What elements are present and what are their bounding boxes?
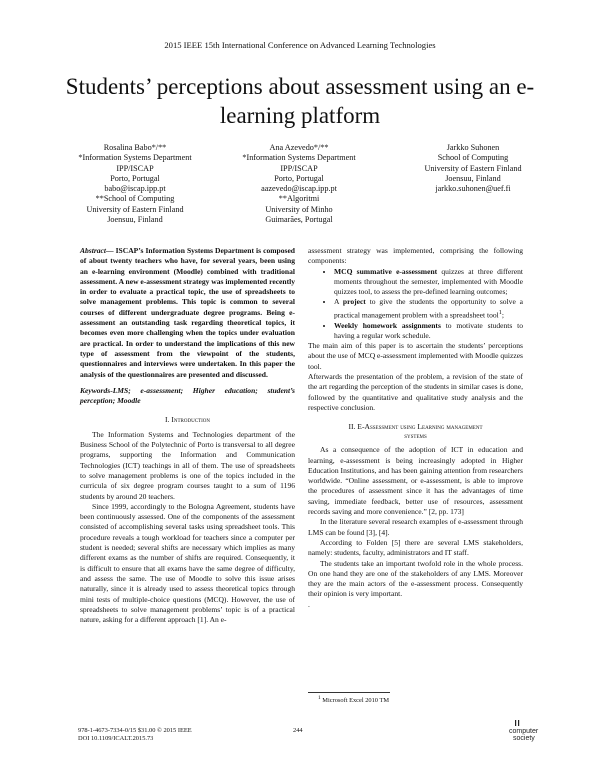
author-name: Jarkko Suhonen [446,143,500,152]
author-location: Porto, Portugal [274,173,324,183]
author-email: babo@iscap.ipp.pt [104,184,166,194]
author-affiliation: IPP/ISCAP [280,163,318,173]
author-affiliation: *Information Systems Department [78,153,192,163]
author-name: Rosalina Babo*/** [103,143,167,152]
list-item-bold: project [342,297,366,307]
section-heading: II. E-Assessment using Learning management systems [348,422,483,441]
author-email: aazevedo@iscap.ipp.pt [261,184,337,194]
svg-text:society: society [513,735,535,742]
left-column [80,246,295,625]
footnote-rule [308,692,390,693]
author-location: Guimarães, Portugal [265,215,333,225]
page-number: 244 [293,727,303,734]
paragraph: In the literature several research examples of e-assessment through LMS can be found [3], [4]. [308,517,523,537]
paragraph: Since 1999, accordingly to the Bologna Agreement, students have been continuously assessed. One of the components of the assessment consisted of accomplishing several tasks using spreadsheet tools. This procedure reveals a tough workload for teachers since a computer per student is needed; several shifts are necessary which implies as many different exams as the number of shifts are required. Consequently, it is difficult to ensure that all exams have the same degree of difficulty, and assess the same. The use of Moodle to solve this issue arises naturally, since it is already used to assess theoretical topics through mini tests of multiple-choice questions (MCQ). However, the use of spreadsheets to solve management problems’ topic is of a practical nature, asking for a different approach [1]. An e- [80,501,295,625]
author-affiliation: University of Eastern Finland [424,163,522,173]
svg-text:computer: computer [509,728,539,735]
abstract [80,246,295,380]
author-location: Porto, Portugal [110,173,160,183]
author-affiliation: School of Computing [437,153,509,163]
paragraph: . [308,599,310,609]
author-block [214,143,384,225]
right-column [308,246,523,610]
list-item-bold: MCQ summative e-assessment [334,266,438,276]
list-item-bold: Weekly homework assignments [334,320,441,330]
author-affiliation: **School of Computing [95,194,175,204]
paragraph: The students take an important twofold role in the whole process. On one hand they are one of the stakeholders of any LMS. Moreover they are the main actors of the e-assessment process. Consequently their opinion is very important. [308,558,523,599]
paragraph: According to Folden [5] there are several LMS stakeholders, namely: students, faculty, administrators and IT staff. [308,537,523,558]
keywords: Keywords-LMS; e-assessment; Higher education; student’s perception; Moodle [80,385,295,406]
author-affiliation: IPP/ISCAP [116,163,154,173]
author-block [388,143,558,194]
list-item: • A project to give the students the opportunity to solve a practical management problem with a spreadsheet tool$^1$; [334,297,523,320]
author-affiliation: *Information Systems Department [242,153,356,163]
footer-isbn [78,727,192,743]
abstract-label: Abstract [80,246,106,255]
footer-doi-line: DOI 10.1109/ICALT.2015.73 [78,735,154,742]
footer-isbn-line: 978-1-4673-7334-0/15 $31.00 © 2015 IEEE [78,727,192,734]
computer-society-logo [495,719,539,743]
paragraph: Afterwards the presentation of the problem, a revision of the state of the art regarding the perception of the students in similar cases is done, followed by the quantitative and qualitative study analysis and the respective conclusion. [308,372,523,412]
author-name: Ana Azevedo*/** [269,143,329,152]
author-location: Joensuu, Finland [445,173,501,183]
paragraph: The main aim of this paper is to ascertain the students’ perceptions about the use of MCQ e-assessment implemented with Moodle quizzes tool. [308,341,523,371]
conference-header: 2015 IEEE 15th International Conference on Advanced Learning Technologies [164,40,436,50]
component-list [308,267,523,342]
paragraph: assessment strategy was implemented, comprising the following components: [308,246,523,266]
author-affiliation: University of Eastern Finland [86,204,184,214]
author-location: Joensuu, Finland [107,215,163,225]
paragraph: The Information Systems and Technologies department of the Business School of the Polytechnic of Porto is transversal to all degree programs, supporting the Information and Communication Technologies (ICT) teachings in all of them. The use of spreadsheets to solve management problems is one of the topics included in the curricula of six degree program courses taught to a sum of 1196 students by around 20 teachers. [80,429,295,501]
author-affiliation: **Algoritmi [278,194,320,204]
paper-title: Students’ perceptions about assessment using an e-learning platform [65,74,535,128]
author-email: jarkko.suhonen@uef.fi [435,184,511,194]
footnote: $^1$ Microsoft Excel 2010 TM [318,695,390,705]
section-heading: I. Introduction [165,415,210,425]
footnote-ref: 1 [498,308,502,316]
paragraph: As a consequence of the adoption of ICT in education and learning, e-assessment is being increasingly adopted in Higher Education Institutions, and has been gaining attention from researchers worldwide. “Online assessment, or e-assessment, is able to improve the procedures of assessment since it has the advantages of time saving, immediate feedback, better use of resources, assessment records saving and more convenience.” [2, pp. 173] [308,445,523,517]
list-item: • MCQ summative e-assessment quizzes at three different moments throughout the semester, implemented with Moodle quizzes tool, to assess the pre-defined learning outcomes; [334,267,523,298]
list-item: • Weekly homework assignments to motivate students to having a regular work schedule. [334,321,523,342]
author-block [50,143,220,225]
abstract-text: — ISCAP’s Information Systems Department is composed of about twenty teachers who have, for several years, been using an e-learning environment (Moodle) combined with traditional assessment. A new e-assessment strategy was implemented recently in order to evaluate a practical topic, the use of spreadsheets to solve management problems. This topic is common to several courses of different undergraduate degree programs. Being e-assessment an outstanding task regarding theoretical topics, it becomes even more challenging when the topics under evaluation are practical. In order to understand the implications of this new type of assessment from the viewpoint of the students, questionnaires and interviews were undertaken. In this paper the analysis of the questionnaires are presented and discussed. [80,246,295,379]
author-affiliation: University of Minho [265,204,333,214]
